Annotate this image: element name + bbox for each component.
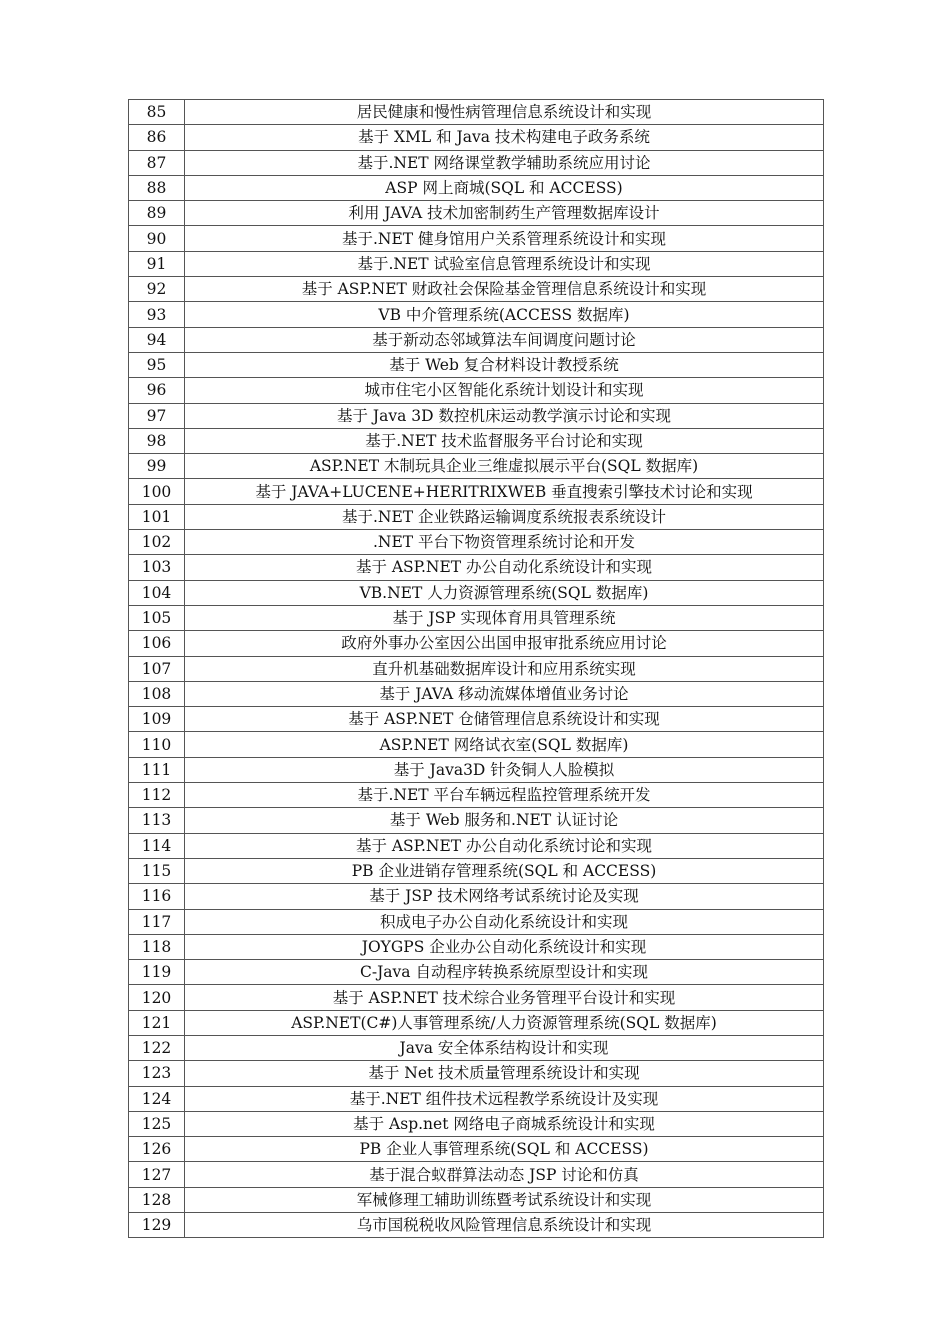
row-number: 107 — [129, 656, 185, 681]
table-row — [129, 302, 824, 327]
table-row — [129, 327, 824, 352]
row-number: 87 — [129, 150, 185, 175]
row-title: 居民健康和慢性病管理信息系统设计和实现 — [185, 100, 824, 125]
row-title: 基于.NET 平台车辆远程监控管理系统开发 — [185, 783, 824, 808]
row-number: 100 — [129, 479, 185, 504]
table-row — [129, 1111, 824, 1136]
row-title: 基于 JSP 技术网络考试系统讨论及实现 — [185, 884, 824, 909]
row-title: 军械修理工辅助训练暨考试系统设计和实现 — [185, 1187, 824, 1212]
row-title: 积成电子办公自动化系统设计和实现 — [185, 909, 824, 934]
row-title: 基于.NET 组件技术远程教学系统设计及实现 — [185, 1086, 824, 1111]
row-number: 114 — [129, 833, 185, 858]
table-row — [129, 555, 824, 580]
row-number: 93 — [129, 302, 185, 327]
row-number: 117 — [129, 909, 185, 934]
topic-table-body — [129, 100, 824, 1238]
row-title: 城市住宅小区智能化系统计划设计和实现 — [185, 378, 824, 403]
row-number: 123 — [129, 1061, 185, 1086]
row-title: 基于.NET 网络课堂教学辅助系统应用讨论 — [185, 150, 824, 175]
table-row — [129, 605, 824, 630]
row-number: 106 — [129, 631, 185, 656]
table-row — [129, 1137, 824, 1162]
row-number: 118 — [129, 934, 185, 959]
row-number: 101 — [129, 504, 185, 529]
table-row — [129, 1061, 824, 1086]
table-row — [129, 783, 824, 808]
row-title: ASP.NET 木制玩具企业三维虚拟展示平台(SQL 数据库) — [185, 454, 824, 479]
row-number: 85 — [129, 100, 185, 125]
row-number: 121 — [129, 1010, 185, 1035]
row-number: 125 — [129, 1111, 185, 1136]
row-title: VB.NET 人力资源管理系统(SQL 数据库) — [185, 580, 824, 605]
row-title: 基于 JAVA+LUCENE+HERITRIXWEB 垂直搜索引擎技术讨论和实现 — [185, 479, 824, 504]
row-number: 94 — [129, 327, 185, 352]
row-number: 119 — [129, 960, 185, 985]
table-row — [129, 1213, 824, 1238]
row-number: 111 — [129, 757, 185, 782]
row-title: PB 企业人事管理系统(SQL 和 ACCESS) — [185, 1137, 824, 1162]
row-number: 110 — [129, 732, 185, 757]
table-row — [129, 403, 824, 428]
row-title: 基于 Asp.net 网络电子商城系统设计和实现 — [185, 1111, 824, 1136]
row-title: 基于 Web 复合材料设计教授系统 — [185, 352, 824, 377]
table-row — [129, 960, 824, 985]
table-row — [129, 985, 824, 1010]
row-number: 112 — [129, 783, 185, 808]
table-row — [129, 100, 824, 125]
table-row — [129, 454, 824, 479]
row-number: 129 — [129, 1213, 185, 1238]
row-number: 115 — [129, 858, 185, 883]
row-title: 基于 Net 技术质量管理系统设计和实现 — [185, 1061, 824, 1086]
row-number: 86 — [129, 125, 185, 150]
row-number: 96 — [129, 378, 185, 403]
row-title: 基于 XML 和 Java 技术构建电子政务系统 — [185, 125, 824, 150]
row-number: 128 — [129, 1187, 185, 1212]
row-number: 92 — [129, 277, 185, 302]
row-number: 88 — [129, 175, 185, 200]
row-number: 126 — [129, 1137, 185, 1162]
table-row — [129, 352, 824, 377]
row-number: 102 — [129, 530, 185, 555]
table-row — [129, 707, 824, 732]
table-row — [129, 175, 824, 200]
row-number: 104 — [129, 580, 185, 605]
table-row — [129, 1035, 824, 1060]
row-number: 113 — [129, 808, 185, 833]
row-title: 基于.NET 健身馆用户关系管理系统设计和实现 — [185, 226, 824, 251]
table-row — [129, 732, 824, 757]
table-row — [129, 378, 824, 403]
row-number: 98 — [129, 428, 185, 453]
row-title: 基于 ASP.NET 办公自动化系统讨论和实现 — [185, 833, 824, 858]
row-title: 基于 Java3D 针灸铜人人脸模拟 — [185, 757, 824, 782]
table-row — [129, 201, 824, 226]
table-row — [129, 150, 824, 175]
row-title: PB 企业进销存管理系统(SQL 和 ACCESS) — [185, 858, 824, 883]
table-row — [129, 656, 824, 681]
row-number: 108 — [129, 681, 185, 706]
table-row — [129, 757, 824, 782]
row-number: 120 — [129, 985, 185, 1010]
table-row — [129, 808, 824, 833]
table-row — [129, 833, 824, 858]
row-title: C-Java 自动程序转换系统原型设计和实现 — [185, 960, 824, 985]
row-title: 基于混合蚁群算法动态 JSP 讨论和仿真 — [185, 1162, 824, 1187]
topic-table — [128, 99, 824, 1238]
table-row — [129, 681, 824, 706]
row-title: ASP.NET(C#)人事管理系统/人力资源管理系统(SQL 数据库) — [185, 1010, 824, 1035]
table-row — [129, 1010, 824, 1035]
row-title: 基于.NET 企业铁路运输调度系统报表系统设计 — [185, 504, 824, 529]
table-row — [129, 504, 824, 529]
row-number: 124 — [129, 1086, 185, 1111]
row-title: 基于新动态邻域算法车间调度问题讨论 — [185, 327, 824, 352]
table-row — [129, 1086, 824, 1111]
row-title: 基于 Web 服务和.NET 认证讨论 — [185, 808, 824, 833]
row-number: 95 — [129, 352, 185, 377]
table-row — [129, 934, 824, 959]
table-row — [129, 909, 824, 934]
table-row — [129, 858, 824, 883]
row-number: 105 — [129, 605, 185, 630]
table-row — [129, 226, 824, 251]
row-number: 122 — [129, 1035, 185, 1060]
row-title: 基于 ASP.NET 技术综合业务管理平台设计和实现 — [185, 985, 824, 1010]
row-title: 利用 JAVA 技术加密制药生产管理数据库设计 — [185, 201, 824, 226]
row-title: VB 中介管理系统(ACCESS 数据库) — [185, 302, 824, 327]
row-number: 99 — [129, 454, 185, 479]
row-number: 103 — [129, 555, 185, 580]
row-title: 基于 Java 3D 数控机床运动教学演示讨论和实现 — [185, 403, 824, 428]
row-number: 89 — [129, 201, 185, 226]
row-title: ASP 网上商城(SQL 和 ACCESS) — [185, 175, 824, 200]
row-title: 乌市国税税收风险管理信息系统设计和实现 — [185, 1213, 824, 1238]
table-row — [129, 251, 824, 276]
row-number: 97 — [129, 403, 185, 428]
row-title: 直升机基础数据库设计和应用系统实现 — [185, 656, 824, 681]
row-title: 基于 ASP.NET 仓储管理信息系统设计和实现 — [185, 707, 824, 732]
table-row — [129, 1187, 824, 1212]
row-title: ASP.NET 网络试衣室(SQL 数据库) — [185, 732, 824, 757]
row-number: 127 — [129, 1162, 185, 1187]
row-title: 基于.NET 技术监督服务平台讨论和实现 — [185, 428, 824, 453]
table-row — [129, 580, 824, 605]
table-row — [129, 277, 824, 302]
row-number: 91 — [129, 251, 185, 276]
row-title: .NET 平台下物资管理系统讨论和开发 — [185, 530, 824, 555]
table-row — [129, 631, 824, 656]
row-title: 政府外事办公室因公出国申报审批系统应用讨论 — [185, 631, 824, 656]
table-row — [129, 479, 824, 504]
row-title: Java 安全体系结构设计和实现 — [185, 1035, 824, 1060]
row-number: 90 — [129, 226, 185, 251]
row-title: 基于.NET 试验室信息管理系统设计和实现 — [185, 251, 824, 276]
row-title: 基于 JSP 实现体育用具管理系统 — [185, 605, 824, 630]
row-number: 116 — [129, 884, 185, 909]
table-row — [129, 1162, 824, 1187]
row-number: 109 — [129, 707, 185, 732]
table-row — [129, 125, 824, 150]
table-row — [129, 530, 824, 555]
table-row — [129, 884, 824, 909]
table-row — [129, 428, 824, 453]
row-title: 基于 JAVA 移动流媒体增值业务讨论 — [185, 681, 824, 706]
row-title: 基于 ASP.NET 办公自动化系统设计和实现 — [185, 555, 824, 580]
row-title: JOYGPS 企业办公自动化系统设计和实现 — [185, 934, 824, 959]
row-title: 基于 ASP.NET 财政社会保险基金管理信息系统设计和实现 — [185, 277, 824, 302]
